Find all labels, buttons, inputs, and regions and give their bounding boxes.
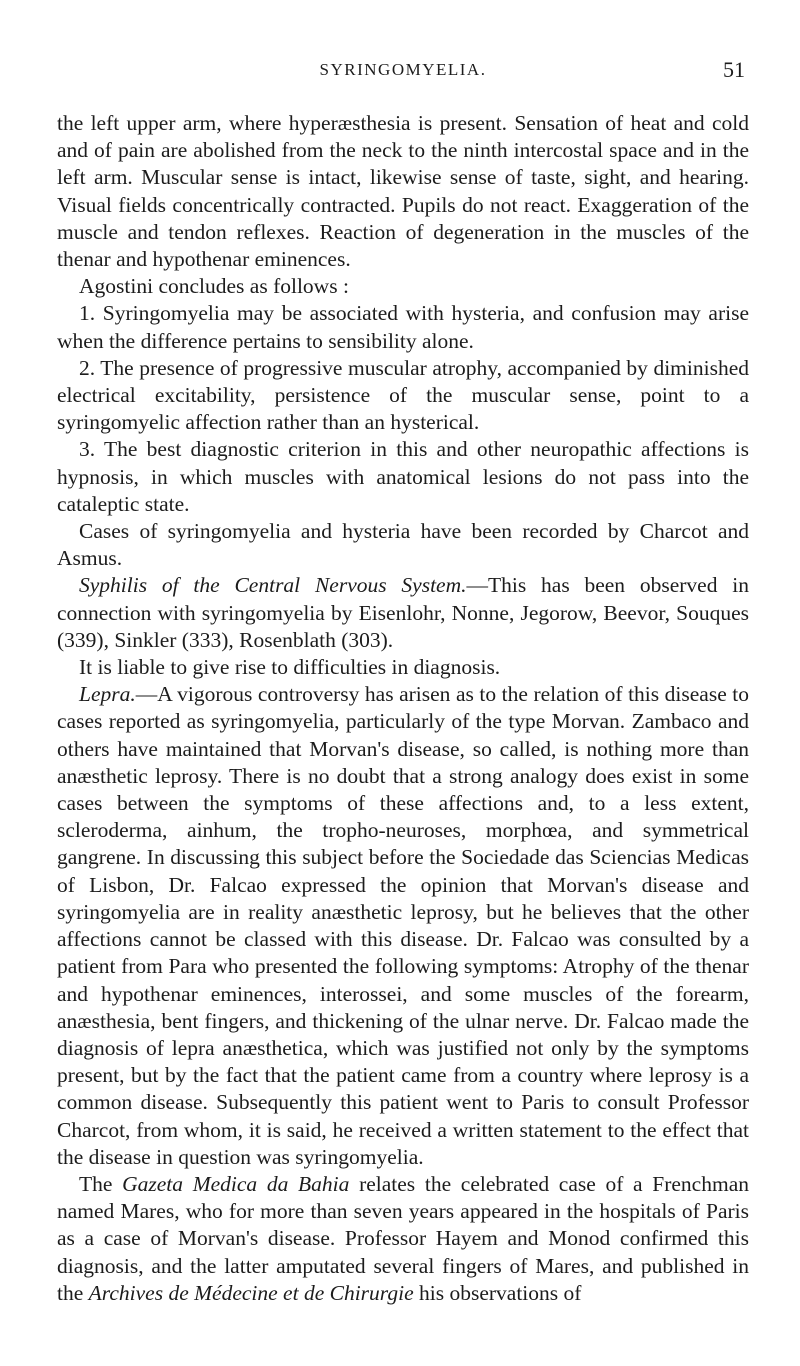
paragraph-mares-case	[57, 1171, 749, 1307]
lepra-heading: Lepra.	[79, 682, 136, 707]
running-title: SYRINGOMYELIA.	[319, 60, 487, 79]
conclusion-item-2: 2. The presence of progressive muscular atrophy, accompanied by diminished electrical excitability, persistence of the muscular sense, point to a syringomyelic affection rather than an hysterical.	[57, 355, 749, 435]
lepra-text: —A vigorous controversy has arisen as to the relation of this disease to cases reported as syringomyelia, particularly of the type Morvan. Zambaco and others have maintained that Morvan's disease, so called, is nothing more than anæsthetic leprosy. There is no doubt that a strong analogy does exist in some cases between the symptoms of these affections and, to a less extent, scleroderma, ainhum, the tropho-neuroses, morphœa, and symmetrical gangrene. In discussing this subject before the Sociedade das Sciencias Medicas of Lisbon, Dr. Falcao expressed the opinion that Morvan's disease and syringomyelia are in reality anæsthetic leprosy, but he believes that the other affections cannot be classed with this disease. Dr. Falcao was consulted by a patient from Para who presented the following symptoms: Atrophy of the thenar and hypothenar eminences, interossei, and some muscles of the forearm, anæsthesia, bent fingers, and thickening of the ulnar nerve. Dr. Falcao made the diagnosis of lepra anæsthetica, which was justified not only by the symptoms present, but by the fact that the patient came from a country where leprosy is a common disease. Subsequently this patient went to Paris to consult Professor Charcot, from whom, it is said, he received a written statement to the effect that the disease in question was syringomyelia.	[57, 682, 749, 1169]
conclusion-item-3: 3. The best diagnostic criterion in this and other neuropathic affections is hypnosis, in which muscles with anatomical lesions do not pass into the cataleptic state.	[57, 437, 749, 516]
journal-gazeta: Gazeta Medica da Bahia	[122, 1171, 350, 1196]
journal-archives: Archives de Médecine et de Chirurgie	[88, 1280, 414, 1305]
paragraph-syphilis	[57, 572, 749, 654]
book-page	[57, 57, 749, 1307]
paragraph-agostini-intro: Agostini concludes as follows :	[79, 274, 349, 299]
mares-lead: The	[79, 1171, 123, 1196]
conclusion-item-1: 1. Syringomyelia may be associated with hysteria, and confusion may arise when the difference pertains to sensibility alone.	[57, 301, 749, 353]
mares-text: relates the celebrated case of a Frenchman named Mares, who for more than seven years appeared in the hospitals of Paris as a case of Morvan's disease. Professor Hayem and Monod confirmed this diagnosis, and the latter amputated several fingers of Mares, and published in the	[57, 1171, 749, 1305]
paragraph-diagnosis-difficulty: It is liable to give rise to difficulties in diagnosis.	[79, 655, 501, 680]
paragraph-symptoms: the left upper arm, where hyperæsthesia is present. Sensation of heat and cold and of pain are abolished from the neck to the ninth intercostal space and in the left arm. Muscular sense is intact, likewise sense of taste, sight, and hearing. Visual fields concentrically contracted. Pupils do not react. Exaggeration of the muscle and tendon reflexes. Reaction of degeneration in the muscles of the thenar and hypothenar eminences.	[57, 111, 749, 272]
paragraph-lepra	[57, 681, 749, 1171]
mares-tail: his observations of	[413, 1280, 582, 1305]
running-head	[57, 57, 749, 90]
syphilis-heading: Syphilis of the Central Nervous System.	[79, 573, 467, 598]
page-number: 51	[723, 57, 745, 82]
body-text	[57, 110, 749, 1307]
syphilis-text: —This has been observed in connection with syringomyelia by Eisenlohr, Nonne, Jegorow, Beevor, Souques (339), Sinkler (333), Rosenblath (303).	[57, 573, 749, 652]
paragraph-charcot-asmus: Cases of syringomyelia and hysteria have been recorded by Charcot and Asmus.	[57, 519, 749, 571]
